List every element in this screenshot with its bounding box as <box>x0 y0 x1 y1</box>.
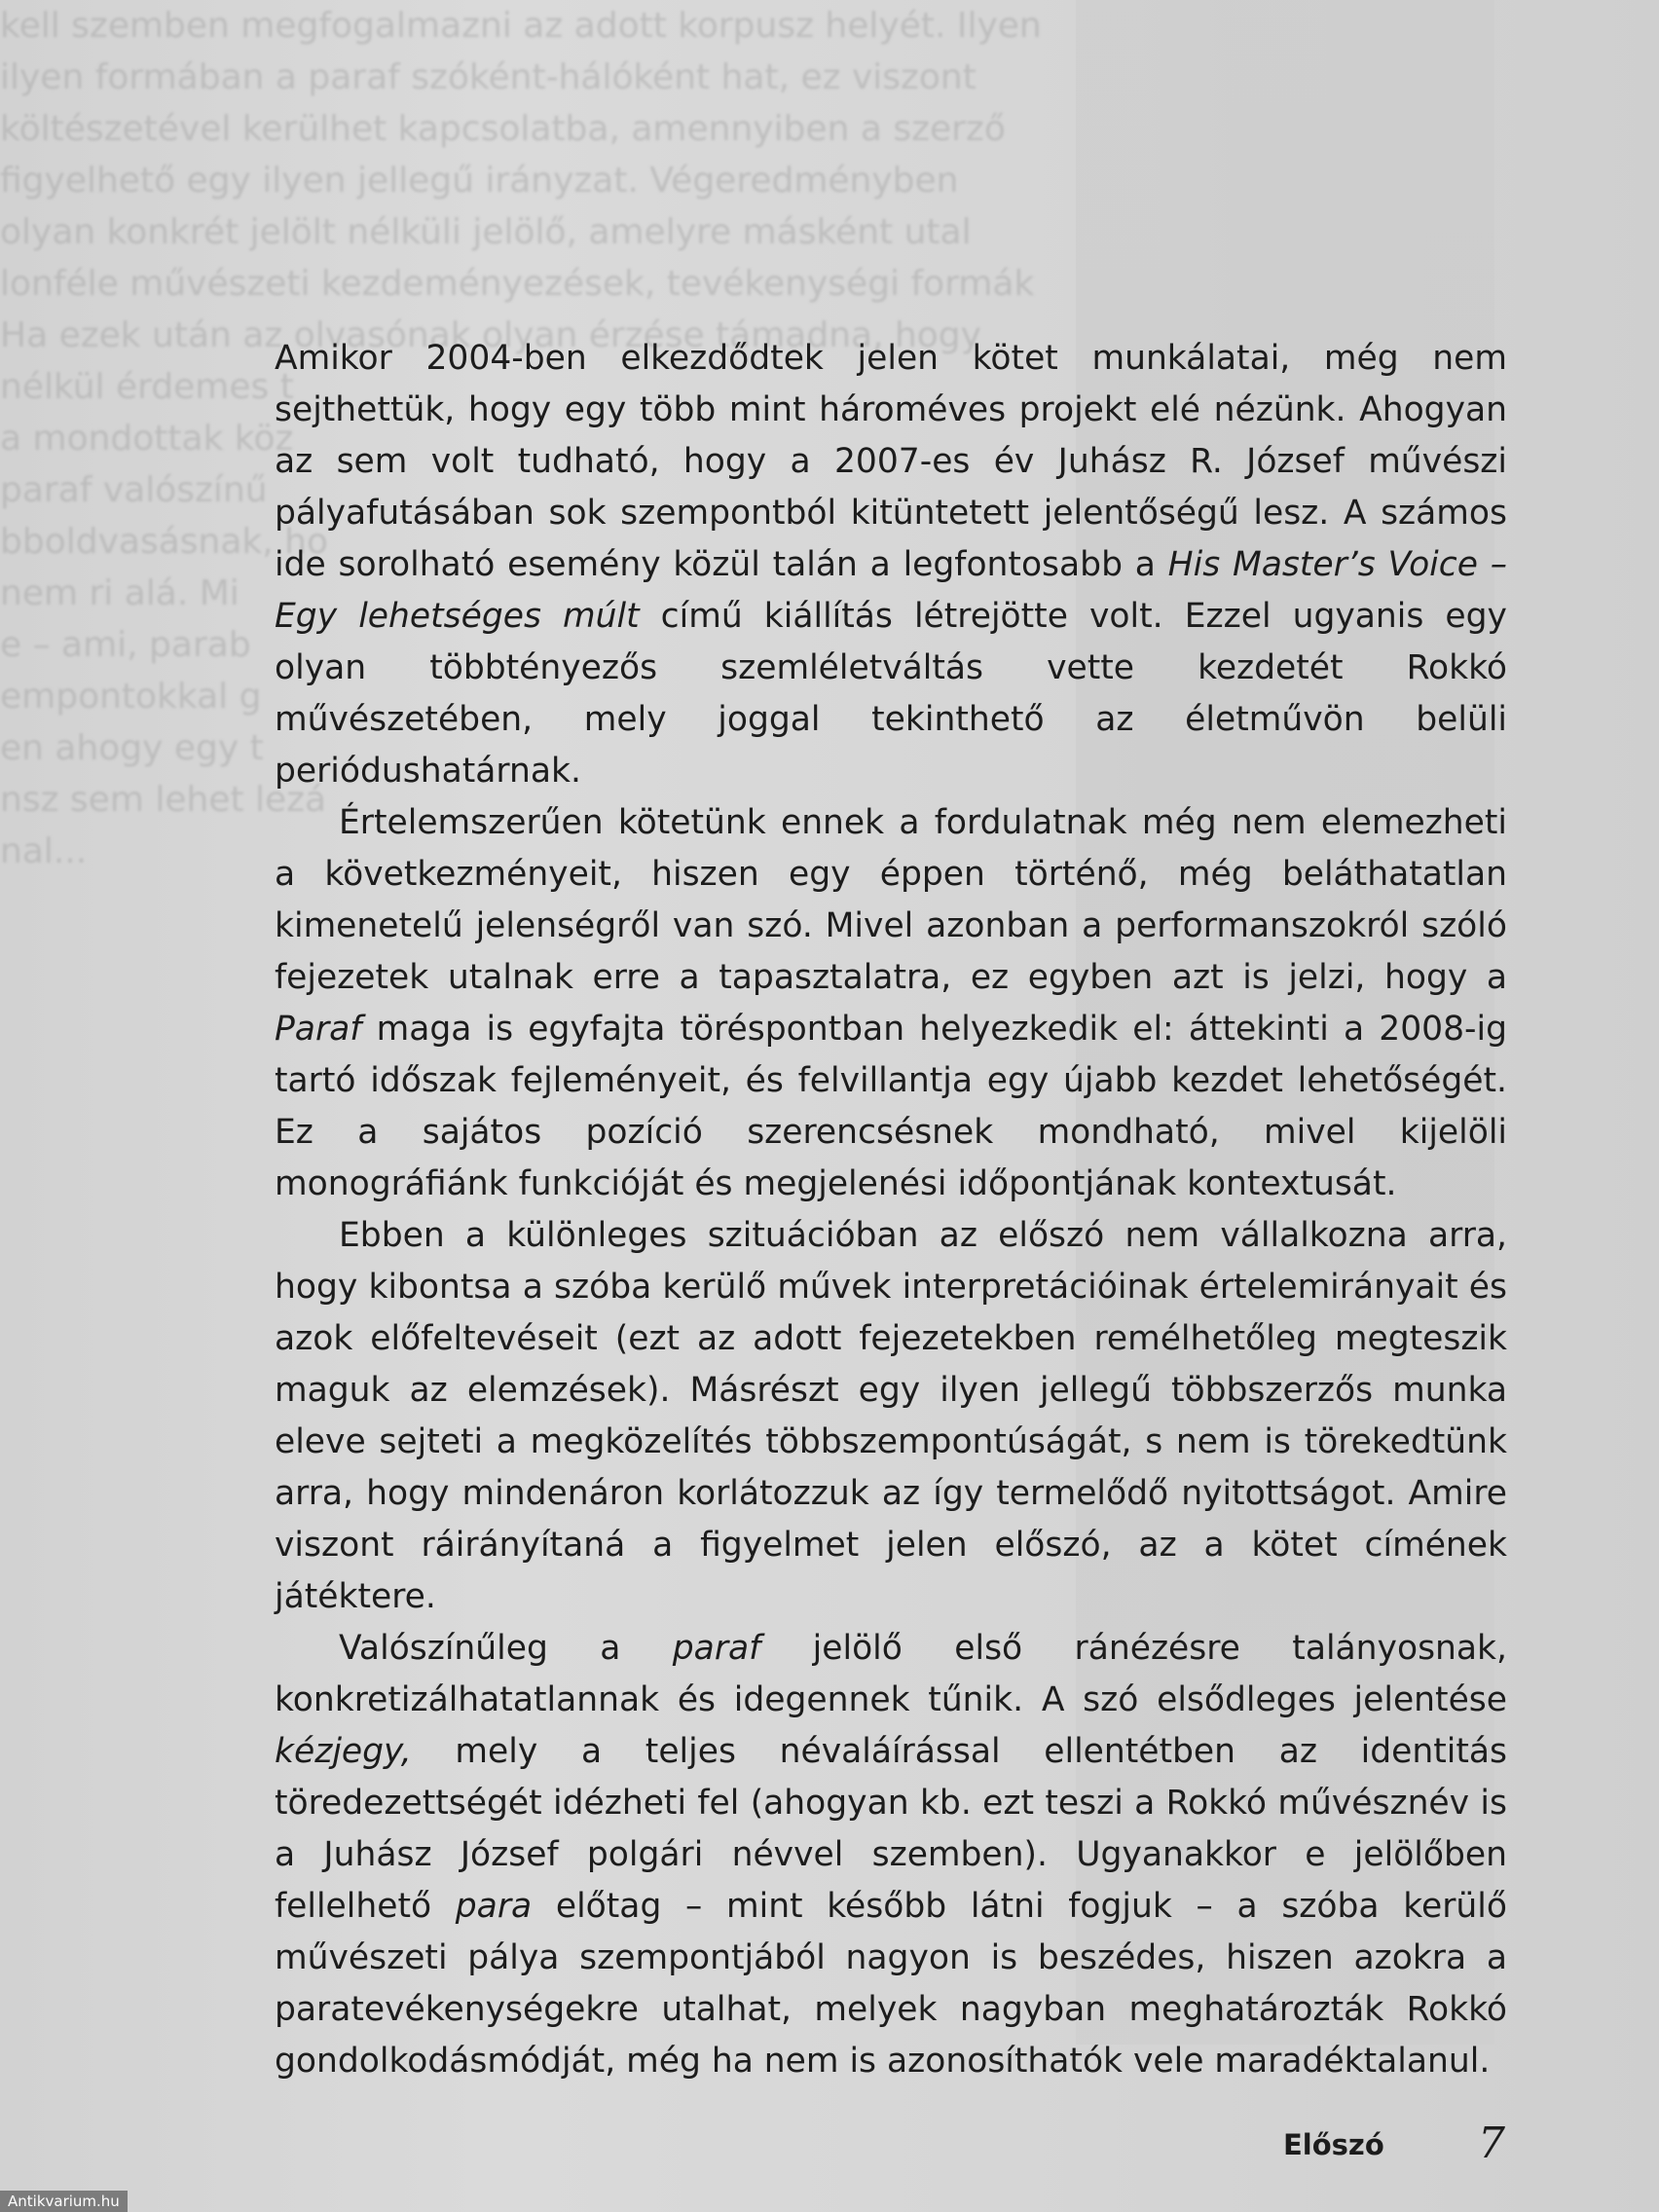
bleed-line: nem ri alá. Mi <box>0 573 240 613</box>
bleed-line: nal... <box>0 831 88 871</box>
text-run: Amikor 2004-ben elkezdődtek jelen kötet munkálatai, még nem sejthettük, hogy egy több mint hároméves projekt elé nézünk. Ahogyan az sem volt tudható, hogy a 2007-es év Juhász R. József művészi pályafutásában sok szempontból kitüntetett jelentőségű lesz. A számos ide sorolható esemény közül talán a legfontosabb a <box>275 339 1507 584</box>
text-run: Ebben a különleges szituációban az előszó nem vállalkozna arra, hogy kibontsa a szóba kerülő művek interpretációinak értelemirányait és azok előfeltevéseit (ezt az adott fejezetekben remélhetőleg megteszik maguk az elemzések). Másrészt egy ilyen jellegű többszerzős munka eleve sejteti a megközelítés többszempontúságát, s nem is törekedtünk arra, hogy mindenáron korlátozzuk az így termelődő nyitottságot. Amire viszont ráirányítaná a figyelmet jelen előszó, az a kötet címének játéktere. <box>275 1216 1507 1616</box>
paragraph <box>275 333 1507 797</box>
bleed-line: nélkül érdemes t <box>0 367 294 407</box>
italic-run: Paraf <box>275 1010 362 1049</box>
bleed-line: e – ami, parab <box>0 625 251 665</box>
bleed-line: empontokkal g <box>0 677 262 717</box>
text-run: Értelemszerűen kötetünk ennek a fordulatnak még nem elemezheti a következményeit, hiszen egy éppen történő, még beláthatatlan kimenetelű jelenségről van szó. Mivel azonban a performanszokról szóló fejezetek utalnak erre a tapasztalatra, ez egyben azt is jelzi, hogy a <box>275 803 1507 997</box>
text-run: mely a teljes névaláírással ellentétben az identitás töredezettségét idézheti fel (ahogyan kb. ezt teszi a Rokkó művésznév is a Juhász József polgári névvel szemben). Ugyanakkor e jelölőben fellelhető <box>275 1732 1507 1926</box>
bleed-line: a mondottak köz <box>0 419 294 459</box>
text-run: jelölő első ránézésre talányosnak, konkretizálhatatlannak és idegennek tűnik. A szó elsődleges jelentése <box>275 1629 1507 1719</box>
italic-run: kézjegy, <box>275 1732 412 1771</box>
bleed-line: olyan konkrét jelölt nélküli jelölő, amelyre másként utal <box>0 212 972 252</box>
bleed-line: figyelhető egy ilyen jellegű irányzat. Végeredményben <box>0 161 959 201</box>
bleed-line: költészetével kerülhet kapcsolatba, amennyiben a szerző <box>0 109 1006 149</box>
watermark: Antikvarium.hu <box>0 2191 128 2212</box>
running-footer-title: Előszó <box>1283 2128 1384 2161</box>
bleed-line: en ahogy egy t <box>0 728 264 768</box>
text-run: című kiállítás létrejötte volt. Ezzel ugyanis egy olyan többtényezős szemléletváltás vette kezdetét Rokkó művészetében, mely joggal tekinthető az életművön belüli periódushatárnak. <box>275 597 1507 791</box>
italic-run: His Master’s Voice – Egy lehetséges múlt <box>275 545 1507 636</box>
text-run: előtag – mint később látni fogjuk – a szóba kerülő művészeti pálya szempontjából nagyon is beszédes, hiszen azokra a paratevékenységekre utalhat, melyek nagyban meghatározták Rokkó gondolkodásmódját, még ha nem is azonosíthatók vele maradéktalanul. <box>275 1887 1507 2081</box>
body-text <box>275 333 1507 2087</box>
bleed-line: bboldvasásnak, ho <box>0 522 328 562</box>
bleed-line: ilyen formában a paraf szóként-hálóként hat, ez viszont <box>0 57 977 97</box>
paragraph <box>275 1210 1507 1623</box>
bleed-line: Ha ezek után az olvasónak olyan érzése támadna, hogy <box>0 315 981 355</box>
text-run: Valószínűleg a <box>339 1629 673 1668</box>
bleed-line: paraf valószínű <box>0 470 268 510</box>
bleed-line: kell szemben megfogalmazni az adott korpusz helyét. Ilyen <box>0 6 1042 46</box>
paragraph <box>275 1623 1507 2087</box>
bleed-line: lonféle művészeti kezdeményezések, tevékenységi formák <box>0 264 1035 304</box>
paragraph <box>275 797 1507 1210</box>
page-number: 7 <box>1478 2119 1505 2168</box>
italic-run: para <box>455 1887 533 1926</box>
text-run: maga is egyfajta töréspontban helyezkedik el: áttekinti a 2008-ig tartó időszak fejleményeit, és felvillantja egy újabb kezdet lehetőségét. Ez a sajátos pozíció szerencsésnek mondható, mivel kijelöli monográfiánk funkcióját és megjelenési időpontjának kontextusát. <box>275 1010 1507 1203</box>
italic-run: paraf <box>672 1629 761 1668</box>
bleed-line: nsz sem lehet lezá <box>0 780 327 820</box>
